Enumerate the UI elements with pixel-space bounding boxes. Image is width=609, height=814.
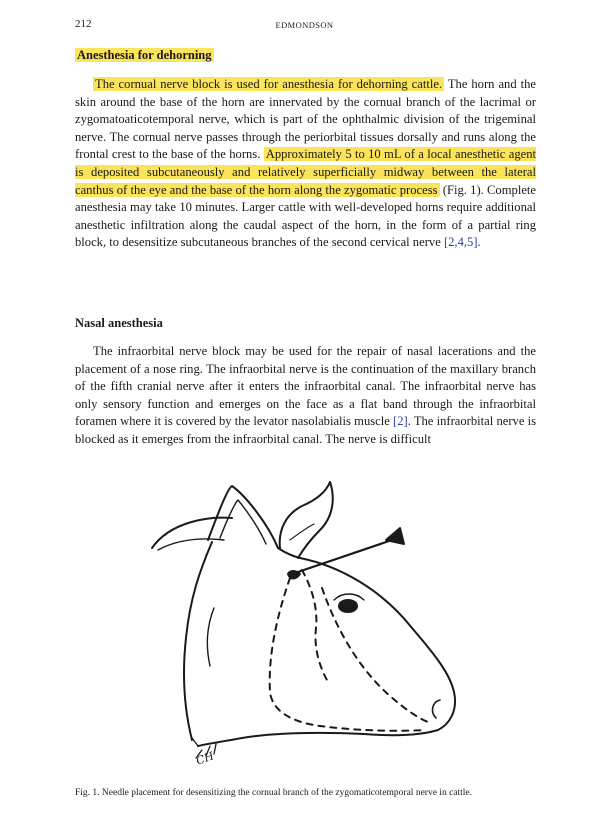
- running-title: EDMONDSON: [275, 20, 334, 30]
- nerve-path-dashed: [302, 570, 328, 682]
- highlighted-heading: Anesthesia for dehorning: [77, 48, 212, 62]
- paragraph-text: The infraorbital nerve block may be used for the repair of nasal lacerations and the placement of a nose ring. The infraorbital nerve is the continuation of the maxillary branch of the fifth cranial nerve after it enters the infraorbital canal. The infraorbital nerve has only sensory function and emerges on the face as a flat band through the infraorbital foramen where it is covered by the levator nasolabialis muscle: [75, 344, 536, 429]
- section-heading-dehorning: [75, 48, 214, 63]
- cow-head-illustration: [150, 478, 470, 778]
- paragraph-dehorning: [75, 76, 536, 252]
- illustrator-signature: CH: [194, 749, 216, 768]
- highlight-1: The cornual nerve block is used for anesthesia for dehorning cattle.: [95, 77, 443, 91]
- reference-link[interactable]: [2]: [393, 414, 408, 429]
- horn-outline: [280, 482, 333, 558]
- syringe-hub: [386, 528, 404, 544]
- eye: [339, 600, 357, 612]
- paragraph-text: (Fig. 1). Complete anesthesia may take 10 minutes. Larger cattle with well-developed horns require additional anesthetic infiltration along the caudal aspect of the horn, in the form of a partial ring block, to desensitize subcutaneous branches of the second cervical nerve: [75, 182, 536, 250]
- right-ear-outline: [152, 518, 232, 548]
- paragraph-text: . The infraorbital nerve is blocked as it emerges from the infraorbital canal. The nerve is difficult: [75, 414, 537, 446]
- poll-outline: [278, 548, 300, 558]
- cheek-line: [207, 608, 214, 666]
- paragraph-text: .: [477, 235, 481, 250]
- needle-entry-point: [288, 571, 300, 579]
- figure-caption: Fig. 1. Needle placement for desensitizing the cornual branch of the zygomaticotemporal nerve in cattle.: [75, 788, 473, 798]
- horn-ring: [290, 524, 314, 540]
- highlight-2: Approximately 5 to 10 mL of a local anesthetic agent is deposited subcutaneously and relatively superficially midway between the lateral canthus of the eye and the base of the horn along the zygomatic process: [75, 147, 536, 197]
- nerve-path-dashed: [322, 588, 428, 722]
- right-ear-inner: [158, 539, 224, 550]
- face-outline: [198, 558, 455, 746]
- reference-link[interactable]: [2,4,5]: [443, 235, 478, 250]
- paragraph-text: The horn and the skin around the base of the horn are innervated by the cornual branch of the lacrimal or zygomatoaticotemporal nerve, which is part of the ophthalmic division of the trigeminal nerve. The cornual nerve passes through the periorbital tissues dorsally and runs along the frontal crest to the base of the horns.: [75, 77, 536, 162]
- section-heading-nasal: Nasal anesthesia: [75, 316, 163, 330]
- nostril: [433, 700, 440, 718]
- left-ear-inner: [220, 500, 266, 544]
- page-number: 212: [75, 18, 92, 30]
- paragraph-nasal: [75, 343, 536, 449]
